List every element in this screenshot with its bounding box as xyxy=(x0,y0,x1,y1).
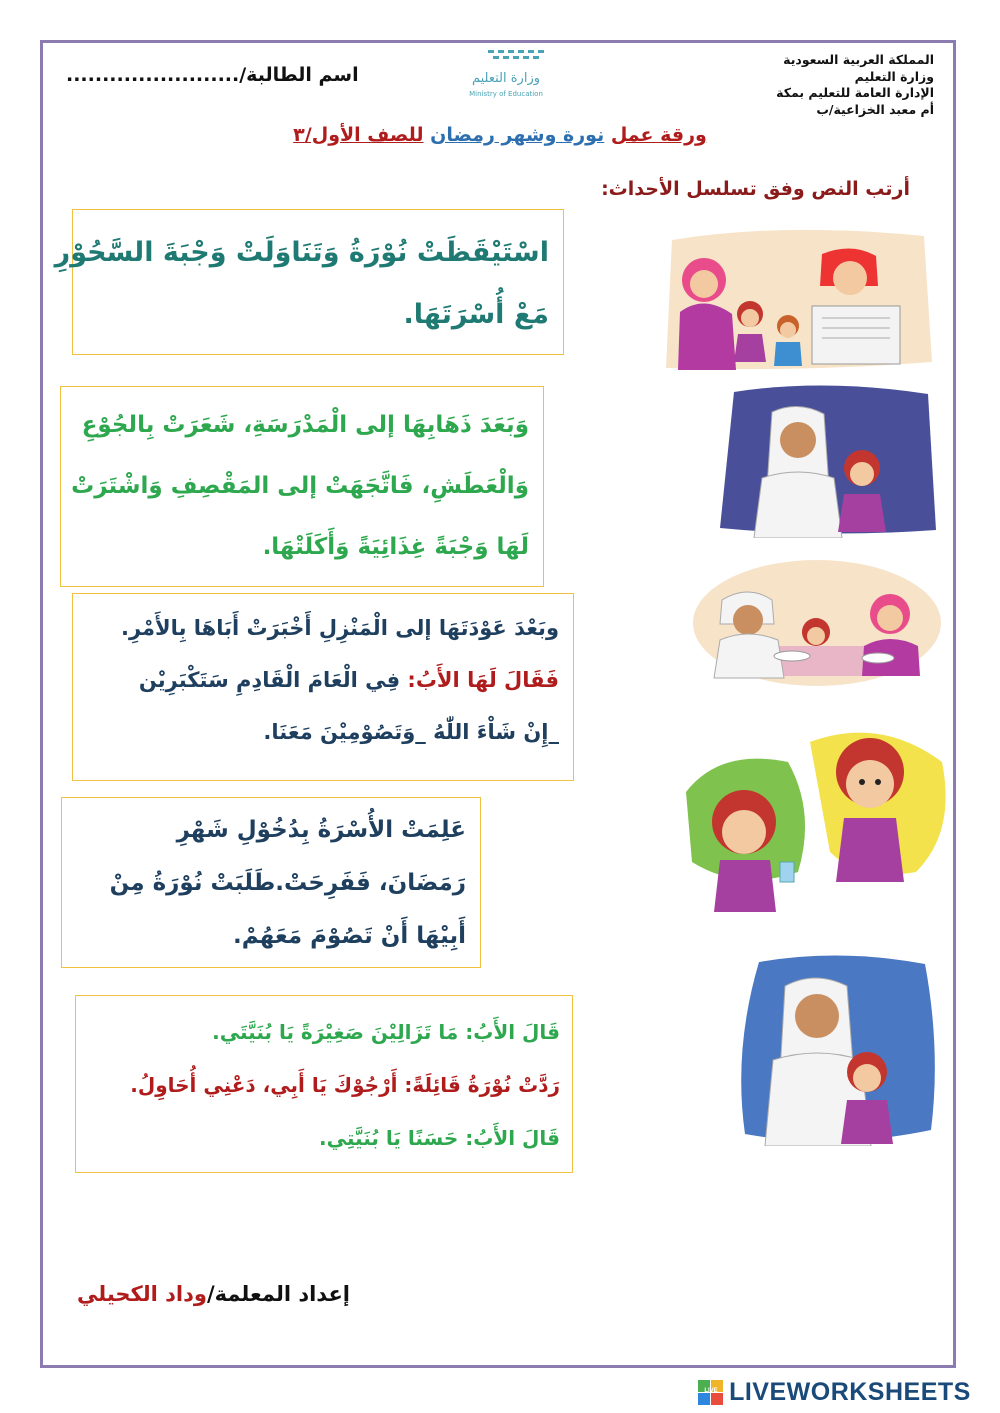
header-line-ministry: وزارة التعليم xyxy=(854,68,934,84)
box4-line1: عَلِمَتْ الأُسْرَةُ بِدُخُوْلِ شَهْرِ xyxy=(176,817,466,843)
header-line-directorate: الإدارة العامة للتعليم بمكة xyxy=(776,85,934,100)
box3-line2 xyxy=(73,654,559,706)
teacher-name: وداد الكحيلي xyxy=(77,1282,207,1306)
box3-speaker: فَقَالَ لَهَا الأَبُ: xyxy=(407,668,559,692)
family-morning-illustration xyxy=(662,222,936,370)
box4-line2: رَمَضَانَ، فَفَرِحَتْ.طَلَبَتْ نُوْرَةُ مِنْ xyxy=(109,870,466,896)
box3-line3: _إِنْ شَاْءَ اللّٰهُ _وَتَصُوْمِيْنَ مَعَنَا. xyxy=(263,720,559,744)
sentence-box-1[interactable] xyxy=(54,209,564,355)
student-name-dots[interactable]: ........................ xyxy=(66,64,240,86)
box2-line3: لَهَا وَجْبَةً غِذَائِيَةً وَأَكَلَتْهَا. xyxy=(262,534,529,560)
student-name-line xyxy=(66,64,396,86)
liveworksheets-watermark[interactable] xyxy=(698,1378,998,1408)
sentence-box-4[interactable] xyxy=(61,797,481,968)
title-part-story: نورة وشهر رمضان xyxy=(430,124,605,146)
box2-line2: وَالْعَطَشِ، فَاتَّجَهَتْ إلى المَقْصِفِ وَاشْتَرَتْ xyxy=(71,473,529,499)
svg-text:وزارة التعليم: وزارة التعليم xyxy=(471,71,541,86)
box5-line1: قَالَ الأَبُ: مَا تَزَالِيْنَ صَغِيْرَةً يَا بُنَيَّتَي. xyxy=(212,1020,560,1044)
box4-line3: أَبِيْهَا أَنْ تَصُوْمَ مَعَهُمْ. xyxy=(232,923,466,949)
header-line-school: أم معبد الخزاعية/ب xyxy=(816,101,934,117)
liveworksheets-text: LIVEWORKSHEETS xyxy=(729,1378,971,1406)
svg-text:Ministry of Education: Ministry of Education xyxy=(469,90,543,98)
title-part-grade: للصف الأول/٣ xyxy=(293,124,424,146)
liveworksheets-badge-text: LIVE xyxy=(704,1387,718,1394)
worksheet-title xyxy=(200,124,800,146)
box5-line3: قَالَ الأَبُ: حَسَنًا يَا بُنَيَّتِي. xyxy=(319,1126,560,1150)
box3-line2-rest: فِي الْعَامَ الْقَادِمِ سَتَكْبَرِيْن xyxy=(138,668,401,692)
ministry-logo xyxy=(440,46,580,102)
box2-line1: وَبَعَدَ ذَهَابِهَا إلى الْمَدْرَسَةِ، شَعَرَتْ بِالجُوْعِ xyxy=(81,412,529,438)
school-header xyxy=(714,52,934,118)
family-table-illustration xyxy=(692,558,942,688)
box5-line2: رَدَّتْ نُوْرَةُ قَائِلَةً: أَرْجُوْكَ يَا أَبِي، دَعْنِي أُحَاوِلُ. xyxy=(130,1073,560,1097)
header-line-country: المملكة العربية السعودية xyxy=(783,52,934,67)
father-daughter-school-illustration xyxy=(714,382,940,538)
box1-line1: اسْتَيْقَظَتْ نُوْرَةُ وَتَنَاوَلَتْ وَجْبَةَ السَّحُوْرِ xyxy=(54,237,549,268)
footer-label: إعداد المعلمة/ xyxy=(206,1282,350,1306)
liveworksheets-logo-icon xyxy=(698,1380,724,1406)
student-name-label: اسم الطالبة/ xyxy=(239,64,359,86)
sentence-box-2[interactable] xyxy=(60,386,544,587)
sentence-box-5[interactable] xyxy=(75,995,573,1173)
box3-line1: وبَعْدَ عَوْدَتَهَا إلى الْمَنْزِلِ أَخْبَرَتْ أَبَاهَا بِالأَمْرِ. xyxy=(121,616,559,640)
nora-characters-illustration xyxy=(680,722,950,918)
father-comforting-illustration xyxy=(735,950,939,1146)
title-part-worksheet: ورقة عمل xyxy=(610,124,707,146)
sentence-box-3[interactable] xyxy=(72,593,574,781)
teacher-credit xyxy=(20,1282,350,1306)
box1-line2: مَعْ أُسْرَتَهَا. xyxy=(403,299,549,330)
instruction-text: أرتب النص وفق تسلسل الأحداث: xyxy=(601,178,910,200)
